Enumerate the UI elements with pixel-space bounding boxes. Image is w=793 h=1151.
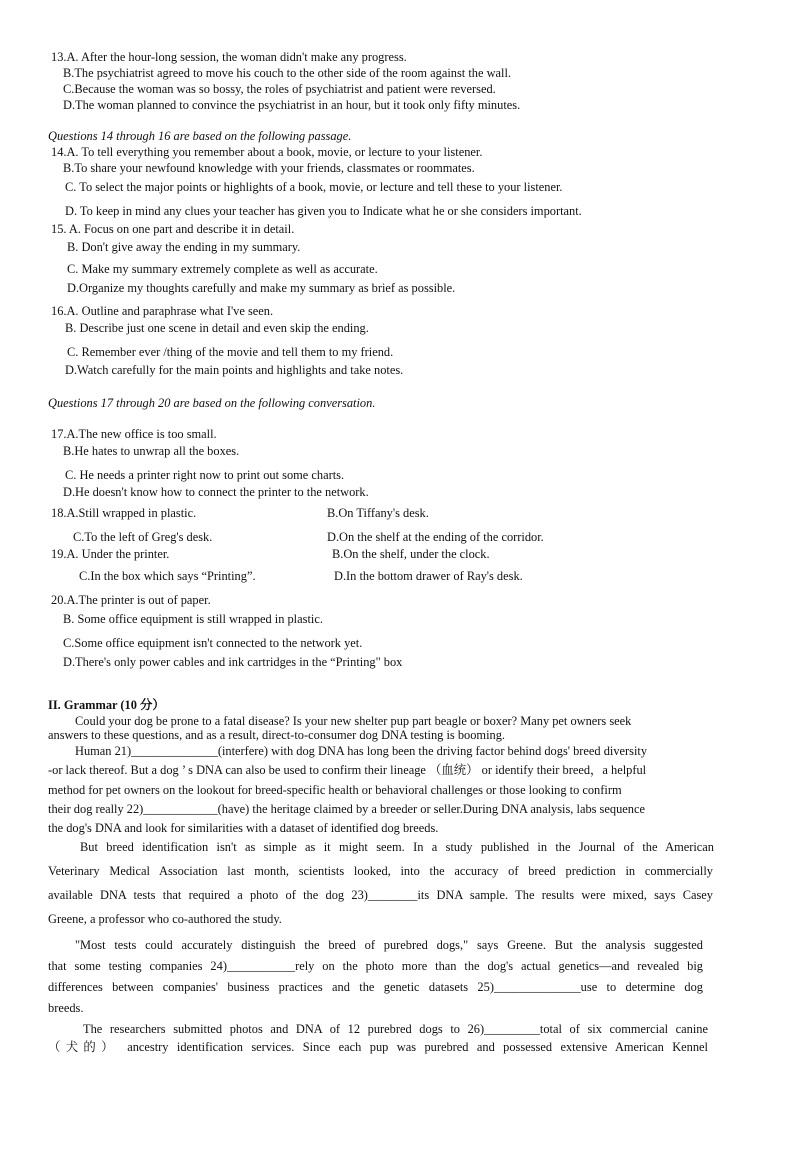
grammar-para4-line4: breeds. (48, 1001, 84, 1015)
q14-option-d: D. To keep in mind any clues your teacher has given you to Indicate what he or she considers important. (65, 204, 582, 218)
section-intro-17-20: Questions 17 through 20 are based on the following conversation. (48, 396, 376, 410)
q16-option-b: B. Describe just one scene in detail and even skip the ending. (65, 321, 369, 335)
q19-option-a: 19.A. Under the printer. (51, 547, 170, 561)
q14-option-b: B.To share your newfound knowledge with your friends, classmates or roommates. (63, 161, 475, 175)
grammar-para2-line1: Human 21)______________(interfere) with dog DNA has long been the driving factor behind dogs' breed diversity (75, 744, 648, 758)
grammar-para3-line2: Veterinary Medical Association last month, scientists looked, into the accuracy of breed prediction in commercially (48, 864, 713, 878)
grammar-para5-line2: （犬的） ancestry identification services. Since each pup was purebred and possessed extensive American Kennel (48, 1040, 708, 1054)
grammar-para5-line1: The researchers submitted photos and DNA of 12 purebred dogs to 26)_________total of six commercial canine (83, 1022, 708, 1036)
q17-option-a: 17.A.The new office is too small. (51, 427, 217, 441)
grammar-para2-line4: their dog really 22)____________(have) the heritage claimed by a breeder or seller.During DNA analysis, labs sequence (48, 802, 645, 816)
q18-option-b: B.On Tiffany's desk. (327, 506, 429, 520)
grammar-para3-line1: But breed identification isn't as simple as it might seem. In a study published in the Journal of the American (80, 840, 714, 854)
q16-option-d: D.Watch carefully for the main points and highlights and take notes. (65, 363, 404, 377)
grammar-para2-line5: the dog's DNA and look for similarities with a dataset of identified dog breeds. (48, 821, 439, 835)
q19-option-c: C.In the box which says “Printing”. (79, 569, 256, 583)
q17-option-d: D.He doesn't know how to connect the printer to the network. (63, 485, 369, 499)
q20-option-b: B. Some office equipment is still wrapped in plastic. (63, 612, 323, 626)
grammar-para1-line1: Could your dog be prone to a fatal disease? Is your new shelter pup part beagle or boxer? Many pet owners seek (75, 714, 632, 728)
q13-option-d: D.The woman planned to convince the psychiatrist in an hour, but it took only fifty minutes. (63, 98, 521, 112)
q13-option-a: 13.A. After the hour-long session, the woman didn't make any progress. (51, 50, 407, 64)
q18-option-c: C.To the left of Greg's desk. (73, 530, 213, 544)
grammar-para4-line1: "Most tests could accurately distinguish the breed of purebred dogs," says Greene. But the analysis suggested (75, 938, 703, 952)
q18-option-a: 18.A.Still wrapped in plastic. (51, 506, 197, 520)
grammar-para3-line3: available DNA tests that required a photo of the dog 23)________its DNA sample. The results were mixed, says Casey (48, 888, 713, 902)
q20-option-c: C.Some office equipment isn't connected to the network yet. (63, 636, 363, 650)
q20-option-a: 20.A.The printer is out of paper. (51, 593, 211, 607)
grammar-para4-line3: differences between companies' business practices and the genetic datasets 25)______________use to determine dog (48, 980, 703, 994)
q14-option-c: C. To select the major points or highlights of a book, movie, or lecture and tell these to your listener. (65, 180, 563, 194)
grammar-heading: II. Grammar (10 分） (48, 698, 165, 712)
q15-option-a: 15. A. Focus on one part and describe it in detail. (51, 222, 295, 236)
q15-option-d: D.Organize my thoughts carefully and make my summary as brief as possible. (67, 281, 456, 295)
q18-option-d: D.On the shelf at the ending of the corridor. (327, 530, 544, 544)
q17-option-b: B.He hates to unwrap all the boxes. (63, 444, 240, 458)
q14-option-a: 14.A. To tell everything you remember about a book, movie, or lecture to your listener. (51, 145, 483, 159)
q16-option-a: 16.A. Outline and paraphrase what I've seen. (51, 304, 274, 318)
grammar-para4-line2: that some testing companies 24)___________rely on the photo more than the dog's actual genetics—and revealed big (48, 959, 703, 973)
q20-option-d: D.There's only power cables and ink cartridges in the “Printing" box (63, 655, 403, 669)
q13-option-b: B.The psychiatrist agreed to move his couch to the other side of the room against the wall. (63, 66, 512, 80)
q16-option-c: C. Remember ever /thing of the movie and tell them to my friend. (67, 345, 394, 359)
q15-option-b: B. Don't give away the ending in my summary. (67, 240, 301, 254)
q19-option-d: D.In the bottom drawer of Ray's desk. (334, 569, 523, 583)
section-intro-14-16: Questions 14 through 16 are based on the following passage. (48, 129, 352, 143)
q19-option-b: B.On the shelf, under the clock. (332, 547, 490, 561)
grammar-para2-line2: -or lack thereof. But a dog ’ s DNA can also be used to confirm their lineage （血统） or identify their breed，a helpful (48, 763, 647, 777)
q15-option-c: C. Make my summary extremely complete as well as accurate. (67, 262, 378, 276)
grammar-para3-line4: Greene, a professor who co-authored the study. (48, 912, 282, 926)
grammar-para2-line3: method for pet owners on the lookout for breed-specific health or behavioral challenges or those looking to confirm (48, 783, 622, 797)
grammar-para1-line2: answers to these questions, and as a result, direct-to-consumer dog DNA testing is booming. (48, 728, 505, 742)
q17-option-c: C. He needs a printer right now to print out some charts. (65, 468, 345, 482)
q13-option-c: C.Because the woman was so bossy, the roles of psychiatrist and patient were reversed. (63, 82, 496, 96)
